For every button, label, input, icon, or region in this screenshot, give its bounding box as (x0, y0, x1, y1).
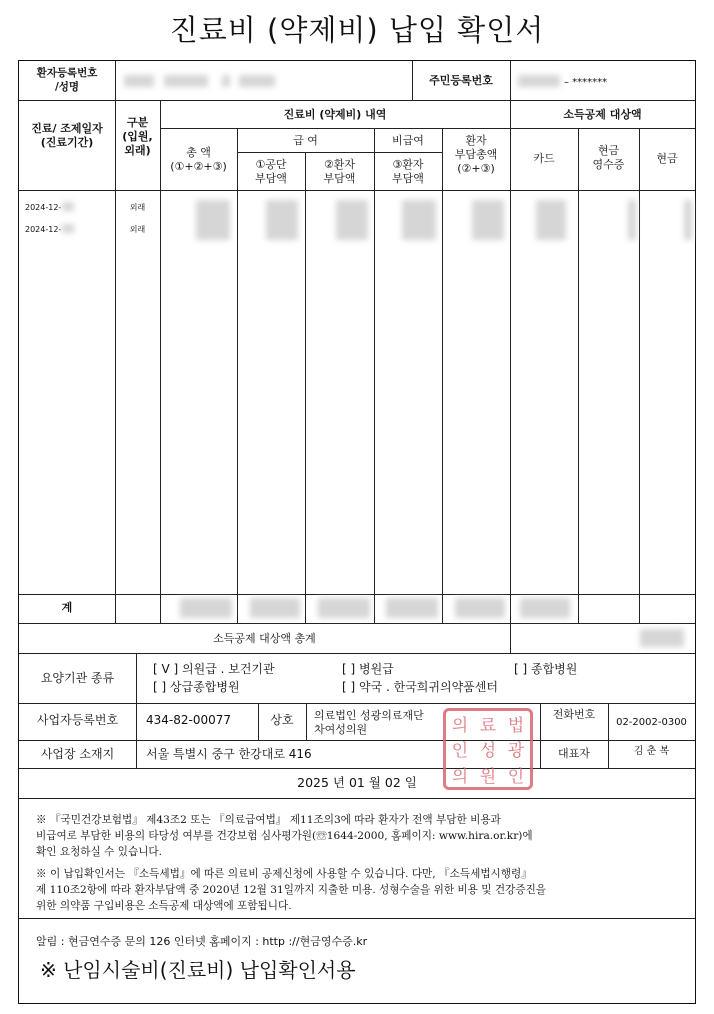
document-title: 진료비 (약제비) 납입 확인서 (169, 13, 545, 47)
ceo-name: 김 춘 복 (633, 746, 670, 757)
address-label: 사업장 소재지 (40, 747, 115, 761)
redacted-amount (336, 200, 368, 240)
fee-group-header: 진료비 (약제비) 내역 (283, 108, 387, 121)
redacted-field (62, 202, 74, 211)
redacted-amount (402, 200, 436, 240)
card-header: 카드 (533, 152, 555, 165)
c2-header: ②환자 부담액 (323, 158, 356, 185)
ceo-label: 대표자 (558, 747, 590, 760)
redacted-field (222, 75, 230, 87)
stamp-char: 인 (451, 741, 469, 762)
option-tertiary-hospital: [ ] 상급종합병원 (153, 680, 240, 694)
sum-label: 계 (61, 601, 73, 614)
note-line: 제 110조2항에 따라 환자부담액 중 2020년 12월 31일까지 지출한 미용. 성형수술을 위한 비용 및 건강증진을 (36, 884, 547, 896)
phone-label: 전화번호 (552, 708, 596, 721)
institution-name: 의료법인 성광의료재단 차여성의원 (314, 709, 424, 736)
footer-purpose: ※ 난임시술비(진료비) 납입확인서용 (40, 958, 356, 982)
redacted-field (518, 75, 560, 87)
cash-header: 현금 (656, 152, 678, 165)
redacted-amount (266, 200, 298, 240)
option-clinic: [ V ] 의원급 . 보건기관 (153, 662, 275, 676)
row-date: 2024-12- (25, 203, 62, 212)
stamp-char: 성 (479, 741, 497, 762)
deduct-group-header: 소득공제 대상액 (563, 108, 642, 121)
row-date: 2024-12- (25, 225, 62, 234)
redacted-amount (318, 598, 370, 618)
stamp-char: 료 (479, 716, 497, 737)
type-col-header: 구분 (입원, 외래) (122, 116, 153, 157)
stamp-char: 인 (507, 766, 525, 787)
stamp-char: 의 (451, 716, 469, 737)
row-type: 외래 (129, 203, 146, 212)
cash-receipt-header: 현금 영수증 (592, 144, 625, 171)
note-line: 비급여로 부담한 비용의 타당성 여부를 건강보험 심사평가원(☏1644-2000, 홈페이지: www.hira.or.kr)에 (36, 830, 533, 842)
date-col-header: 진료/ 조제일자 (진료기간) (31, 122, 103, 149)
redacted-amount (386, 598, 438, 618)
c3-header: ③환자 부담액 (392, 158, 424, 185)
c1-header: ①공단 부담액 (255, 158, 287, 185)
name-label: 상호 (270, 713, 294, 727)
option-general-hospital: [ ] 종합병원 (514, 662, 578, 676)
redacted-amount (455, 598, 505, 618)
redacted-field (62, 224, 74, 233)
stamp-char: 원 (479, 766, 497, 787)
patient-id-label: 환자등록번호 /성명 (36, 67, 98, 93)
biz-no-label: 사업자등록번호 (36, 713, 119, 727)
stamp-char: 의 (451, 766, 469, 787)
phone: 02-2002-0300 (616, 717, 687, 728)
note-line: ※ 이 납입확인서는 『소득세법』에 따른 의료비 공제신청에 사용할 수 있습니다. 다만, 『소득세법시행령』 (36, 868, 532, 880)
institution-type-label: 요양기관 종류 (40, 671, 115, 685)
note-line: 확인 요청하실 수 있습니다. (36, 846, 163, 858)
rrn-label: 주민등록번호 (429, 74, 493, 87)
redacted-amount (180, 598, 232, 618)
redacted-amount (472, 200, 504, 240)
rrn-mask: – ******* (564, 77, 608, 88)
redacted-field (124, 75, 154, 87)
issue-date: 2025 년 01 월 02 일 (297, 775, 417, 790)
noncovered-header: 비급여 (392, 134, 424, 147)
redacted-amount (628, 200, 636, 240)
note-line: ※ 『국민건강보험법』 제43조2 또는 『의료급여법』 제11조의3에 따라 환자가 전액 부담한 비용과 (36, 814, 501, 826)
deduction-total-label: 소득공제 대상액 총계 (213, 632, 316, 645)
redacted-field (239, 75, 275, 87)
redacted-amount (640, 629, 684, 647)
option-hospital: [ ] 병원급 (342, 662, 394, 676)
stamp-char: 법 (507, 716, 525, 737)
redacted-amount (684, 200, 692, 240)
redacted-amount (250, 598, 300, 618)
total-col-header: 총 액 (①+②+③) (170, 146, 227, 173)
redacted-amount (536, 200, 566, 240)
redacted-amount (196, 200, 230, 240)
note-line: 위한 의약품 구입비용은 소득공제 대상액에 포함됩니다. (36, 900, 292, 912)
footer-info: 알림 : 현금연수증 문의 126 인터넷 홈페이지 : http ://현금영수증.kr (36, 935, 368, 948)
option-pharmacy: [ ] 약국 . 한국희귀의약품센터 (342, 680, 498, 694)
row-type: 외래 (129, 225, 146, 234)
covered-header: 급 여 (293, 134, 318, 147)
redacted-field (164, 75, 208, 87)
patient-total-header: 환자 부담총액 (②+③) (454, 134, 498, 175)
biz-no: 434-82-00077 (146, 713, 232, 727)
address: 서울 특별시 중구 한강대로 416 (146, 747, 312, 761)
redacted-amount (520, 598, 570, 618)
stamp-char: 광 (507, 741, 525, 762)
